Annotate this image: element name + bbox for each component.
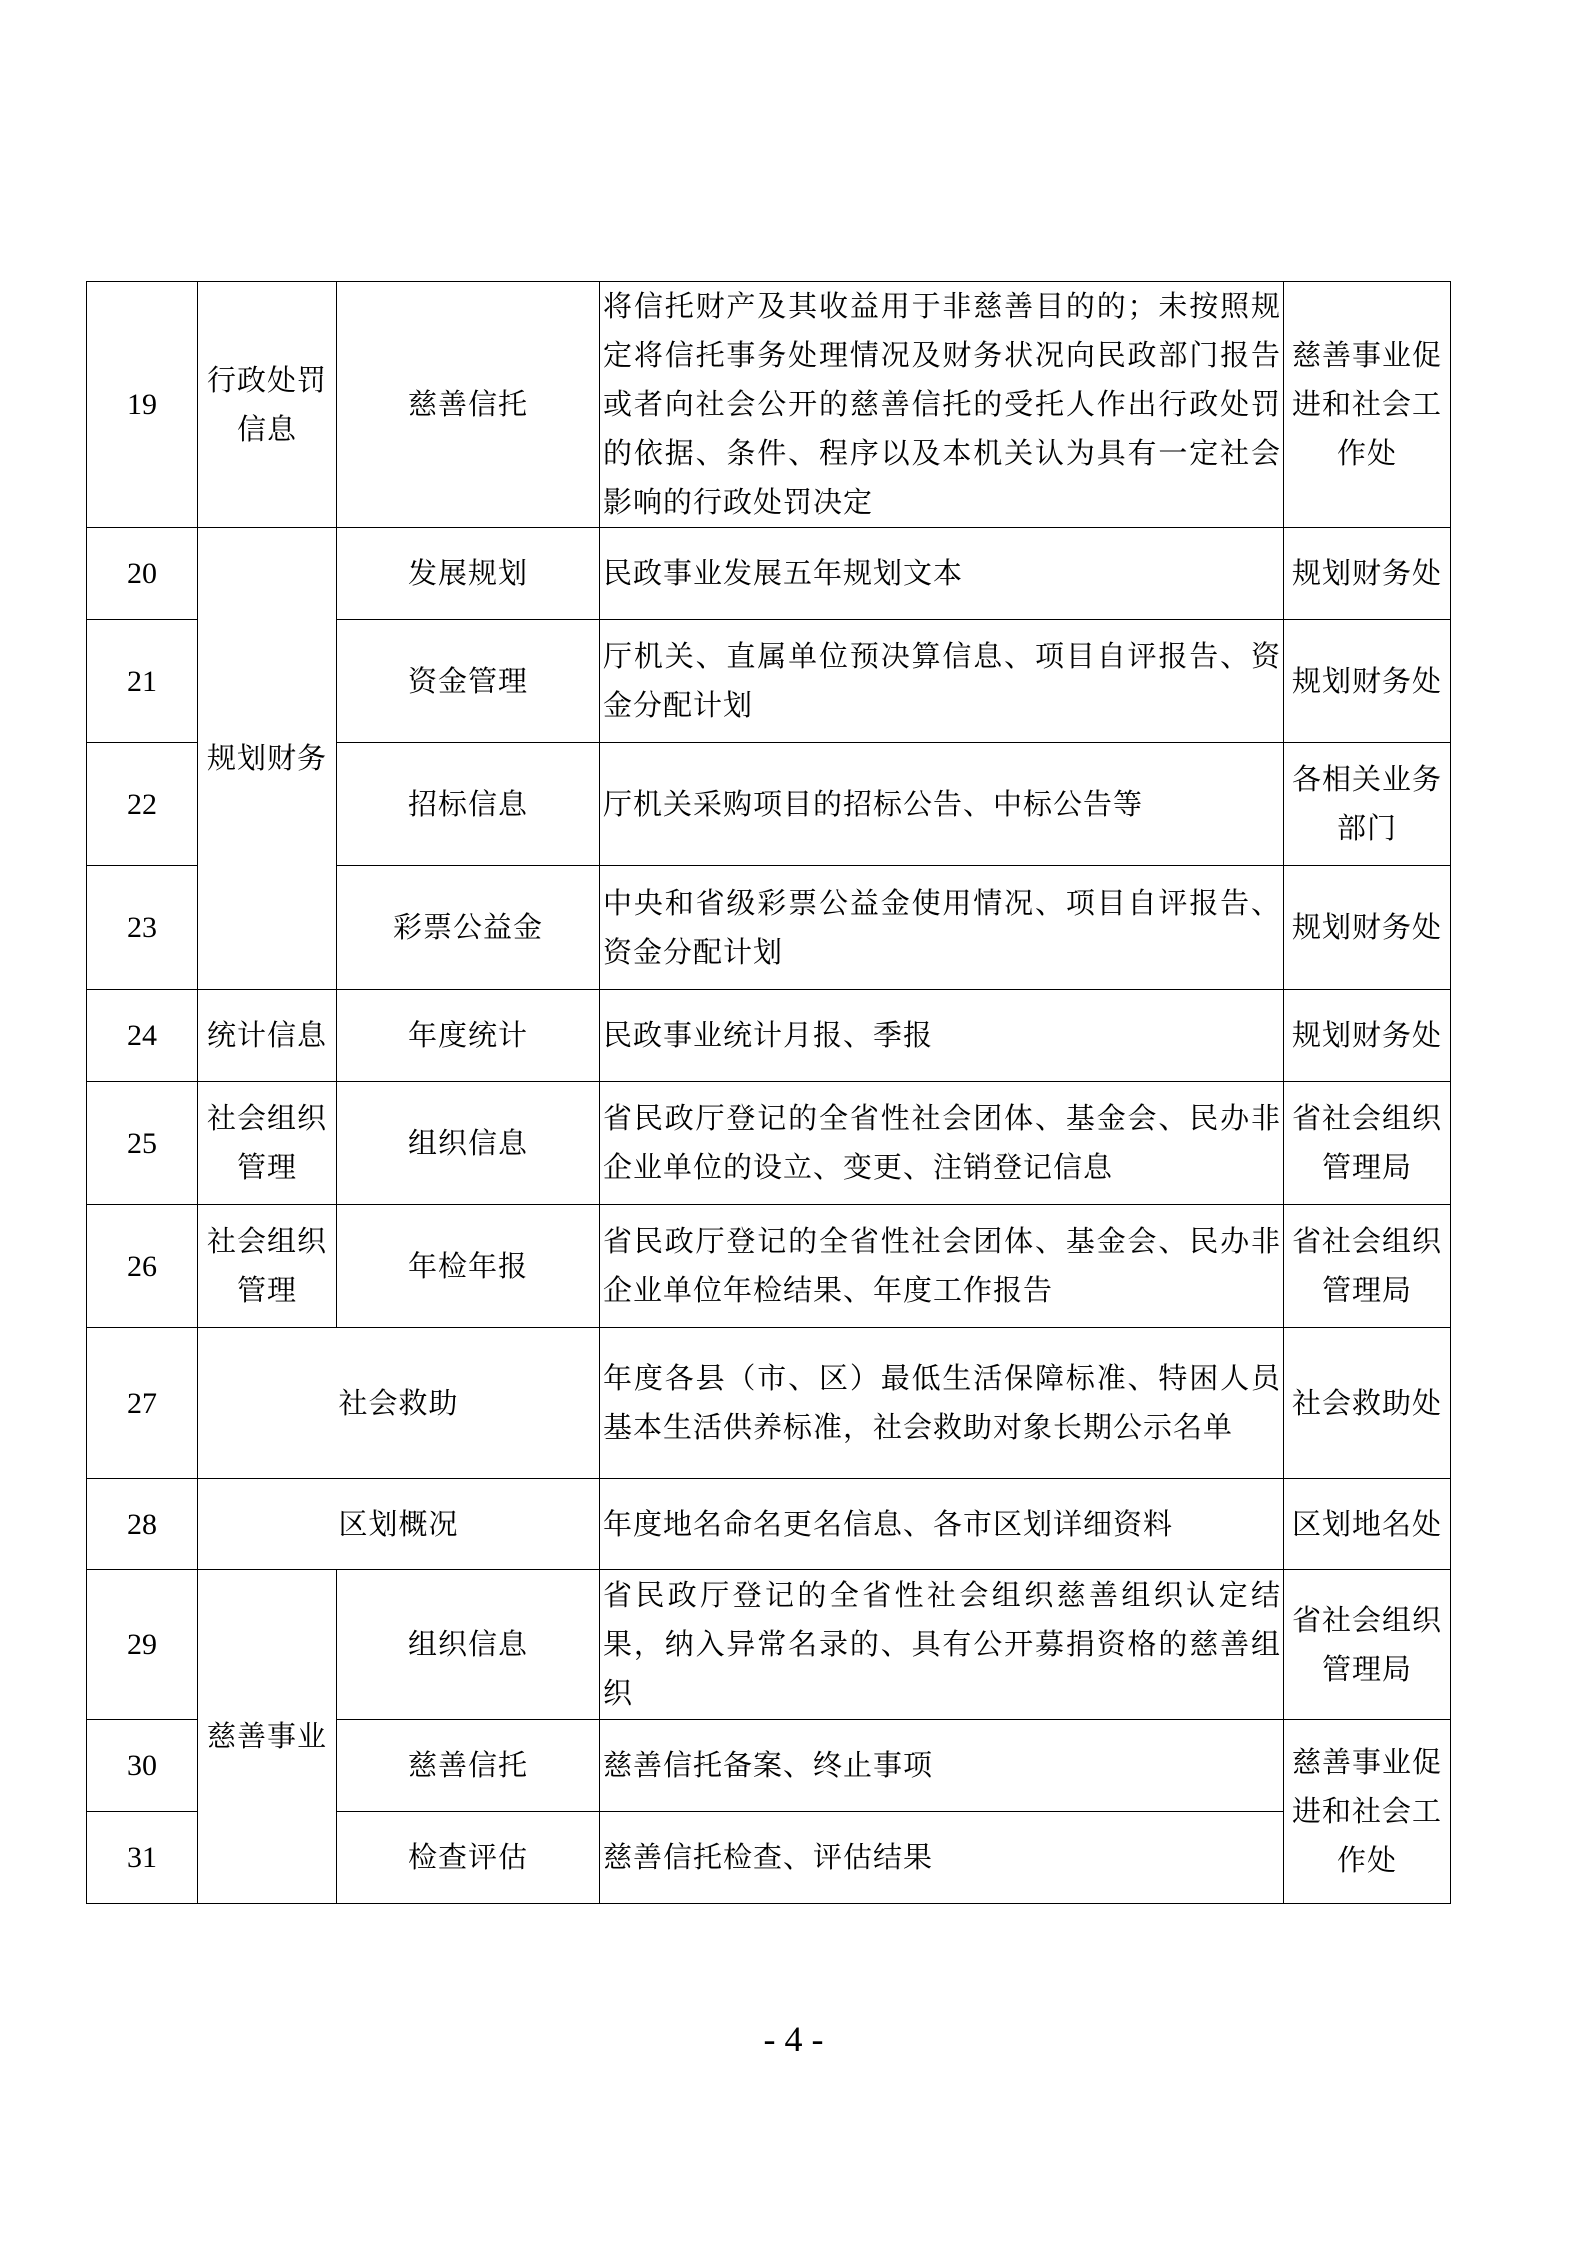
category-cell: 行政处罚信息 — [198, 282, 337, 528]
disclosure-table — [86, 281, 1451, 1904]
table-row — [87, 1328, 1451, 1479]
category-cell: 区划概况 — [198, 1479, 600, 1570]
content-cell: 民政事业统计月报、季报 — [600, 990, 1284, 1082]
table-row — [87, 282, 1451, 528]
row-number: 26 — [87, 1205, 198, 1328]
subcategory-cell: 检查评估 — [337, 1812, 600, 1904]
department-cell: 省社会组织管理局 — [1284, 1570, 1451, 1720]
department-cell: 省社会组织管理局 — [1284, 1205, 1451, 1328]
row-number: 22 — [87, 743, 198, 866]
row-number: 28 — [87, 1479, 198, 1570]
row-number: 24 — [87, 990, 198, 1082]
department-cell: 区划地名处 — [1284, 1479, 1451, 1570]
category-cell: 统计信息 — [198, 990, 337, 1082]
row-number: 23 — [87, 866, 198, 990]
row-number: 31 — [87, 1812, 198, 1904]
department-cell: 规划财务处 — [1284, 990, 1451, 1082]
department-cell: 慈善事业促进和社会工作处 — [1284, 1720, 1451, 1904]
row-number: 25 — [87, 1082, 198, 1205]
department-cell: 社会救助处 — [1284, 1328, 1451, 1479]
row-number: 19 — [87, 282, 198, 528]
content-cell: 将信托财产及其收益用于非慈善目的的；未按照规定将信托事务处理情况及财务状况向民政部门报告或者向社会公开的慈善信托的受托人作出行政处罚的依据、条件、程序以及本机关认为具有一定社会影响的行政处罚决定 — [600, 282, 1284, 528]
department-cell: 规划财务处 — [1284, 528, 1451, 620]
content-cell: 年度各县（市、区）最低生活保障标准、特困人员基本生活供养标准，社会救助对象长期公示名单 — [600, 1328, 1284, 1479]
row-number: 20 — [87, 528, 198, 620]
row-number: 29 — [87, 1570, 198, 1720]
table-row — [87, 1082, 1451, 1205]
category-cell: 社会救助 — [198, 1328, 600, 1479]
content-cell: 中央和省级彩票公益金使用情况、项目自评报告、资金分配计划 — [600, 866, 1284, 990]
subcategory-cell: 慈善信托 — [337, 282, 600, 528]
subcategory-cell: 年度统计 — [337, 990, 600, 1082]
content-cell: 省民政厅登记的全省性社会组织慈善组织认定结果，纳入异常名录的、具有公开募捐资格的慈善组织 — [600, 1570, 1284, 1720]
table-row — [87, 1205, 1451, 1328]
content-cell: 省民政厅登记的全省性社会团体、基金会、民办非企业单位年检结果、年度工作报告 — [600, 1205, 1284, 1328]
row-number: 27 — [87, 1328, 198, 1479]
content-cell: 慈善信托备案、终止事项 — [600, 1720, 1284, 1812]
department-cell: 规划财务处 — [1284, 866, 1451, 990]
category-cell: 慈善事业 — [198, 1570, 337, 1904]
category-cell: 规划财务 — [198, 528, 337, 990]
content-cell: 厅机关采购项目的招标公告、中标公告等 — [600, 743, 1284, 866]
department-cell: 慈善事业促进和社会工作处 — [1284, 282, 1451, 528]
content-cell: 厅机关、直属单位预决算信息、项目自评报告、资金分配计划 — [600, 620, 1284, 743]
subcategory-cell: 年检年报 — [337, 1205, 600, 1328]
subcategory-cell: 组织信息 — [337, 1082, 600, 1205]
subcategory-cell: 彩票公益金 — [337, 866, 600, 990]
table-row — [87, 528, 1451, 620]
content-cell: 年度地名命名更名信息、各市区划详细资料 — [600, 1479, 1284, 1570]
category-cell: 社会组织管理 — [198, 1205, 337, 1328]
row-number: 30 — [87, 1720, 198, 1812]
content-cell: 民政事业发展五年规划文本 — [600, 528, 1284, 620]
table-row — [87, 1570, 1451, 1720]
subcategory-cell: 招标信息 — [337, 743, 600, 866]
subcategory-cell: 发展规划 — [337, 528, 600, 620]
table-row — [87, 1479, 1451, 1570]
department-cell: 各相关业务部门 — [1284, 743, 1451, 866]
table-row — [87, 990, 1451, 1082]
subcategory-cell: 慈善信托 — [337, 1720, 600, 1812]
subcategory-cell: 组织信息 — [337, 1570, 600, 1720]
row-number: 21 — [87, 620, 198, 743]
department-cell: 规划财务处 — [1284, 620, 1451, 743]
department-cell: 省社会组织管理局 — [1284, 1082, 1451, 1205]
category-cell: 社会组织管理 — [198, 1082, 337, 1205]
subcategory-cell: 资金管理 — [337, 620, 600, 743]
page-number: - 4 - — [763, 2019, 824, 2059]
content-cell: 省民政厅登记的全省性社会团体、基金会、民办非企业单位的设立、变更、注销登记信息 — [600, 1082, 1284, 1205]
content-cell: 慈善信托检查、评估结果 — [600, 1812, 1284, 1904]
